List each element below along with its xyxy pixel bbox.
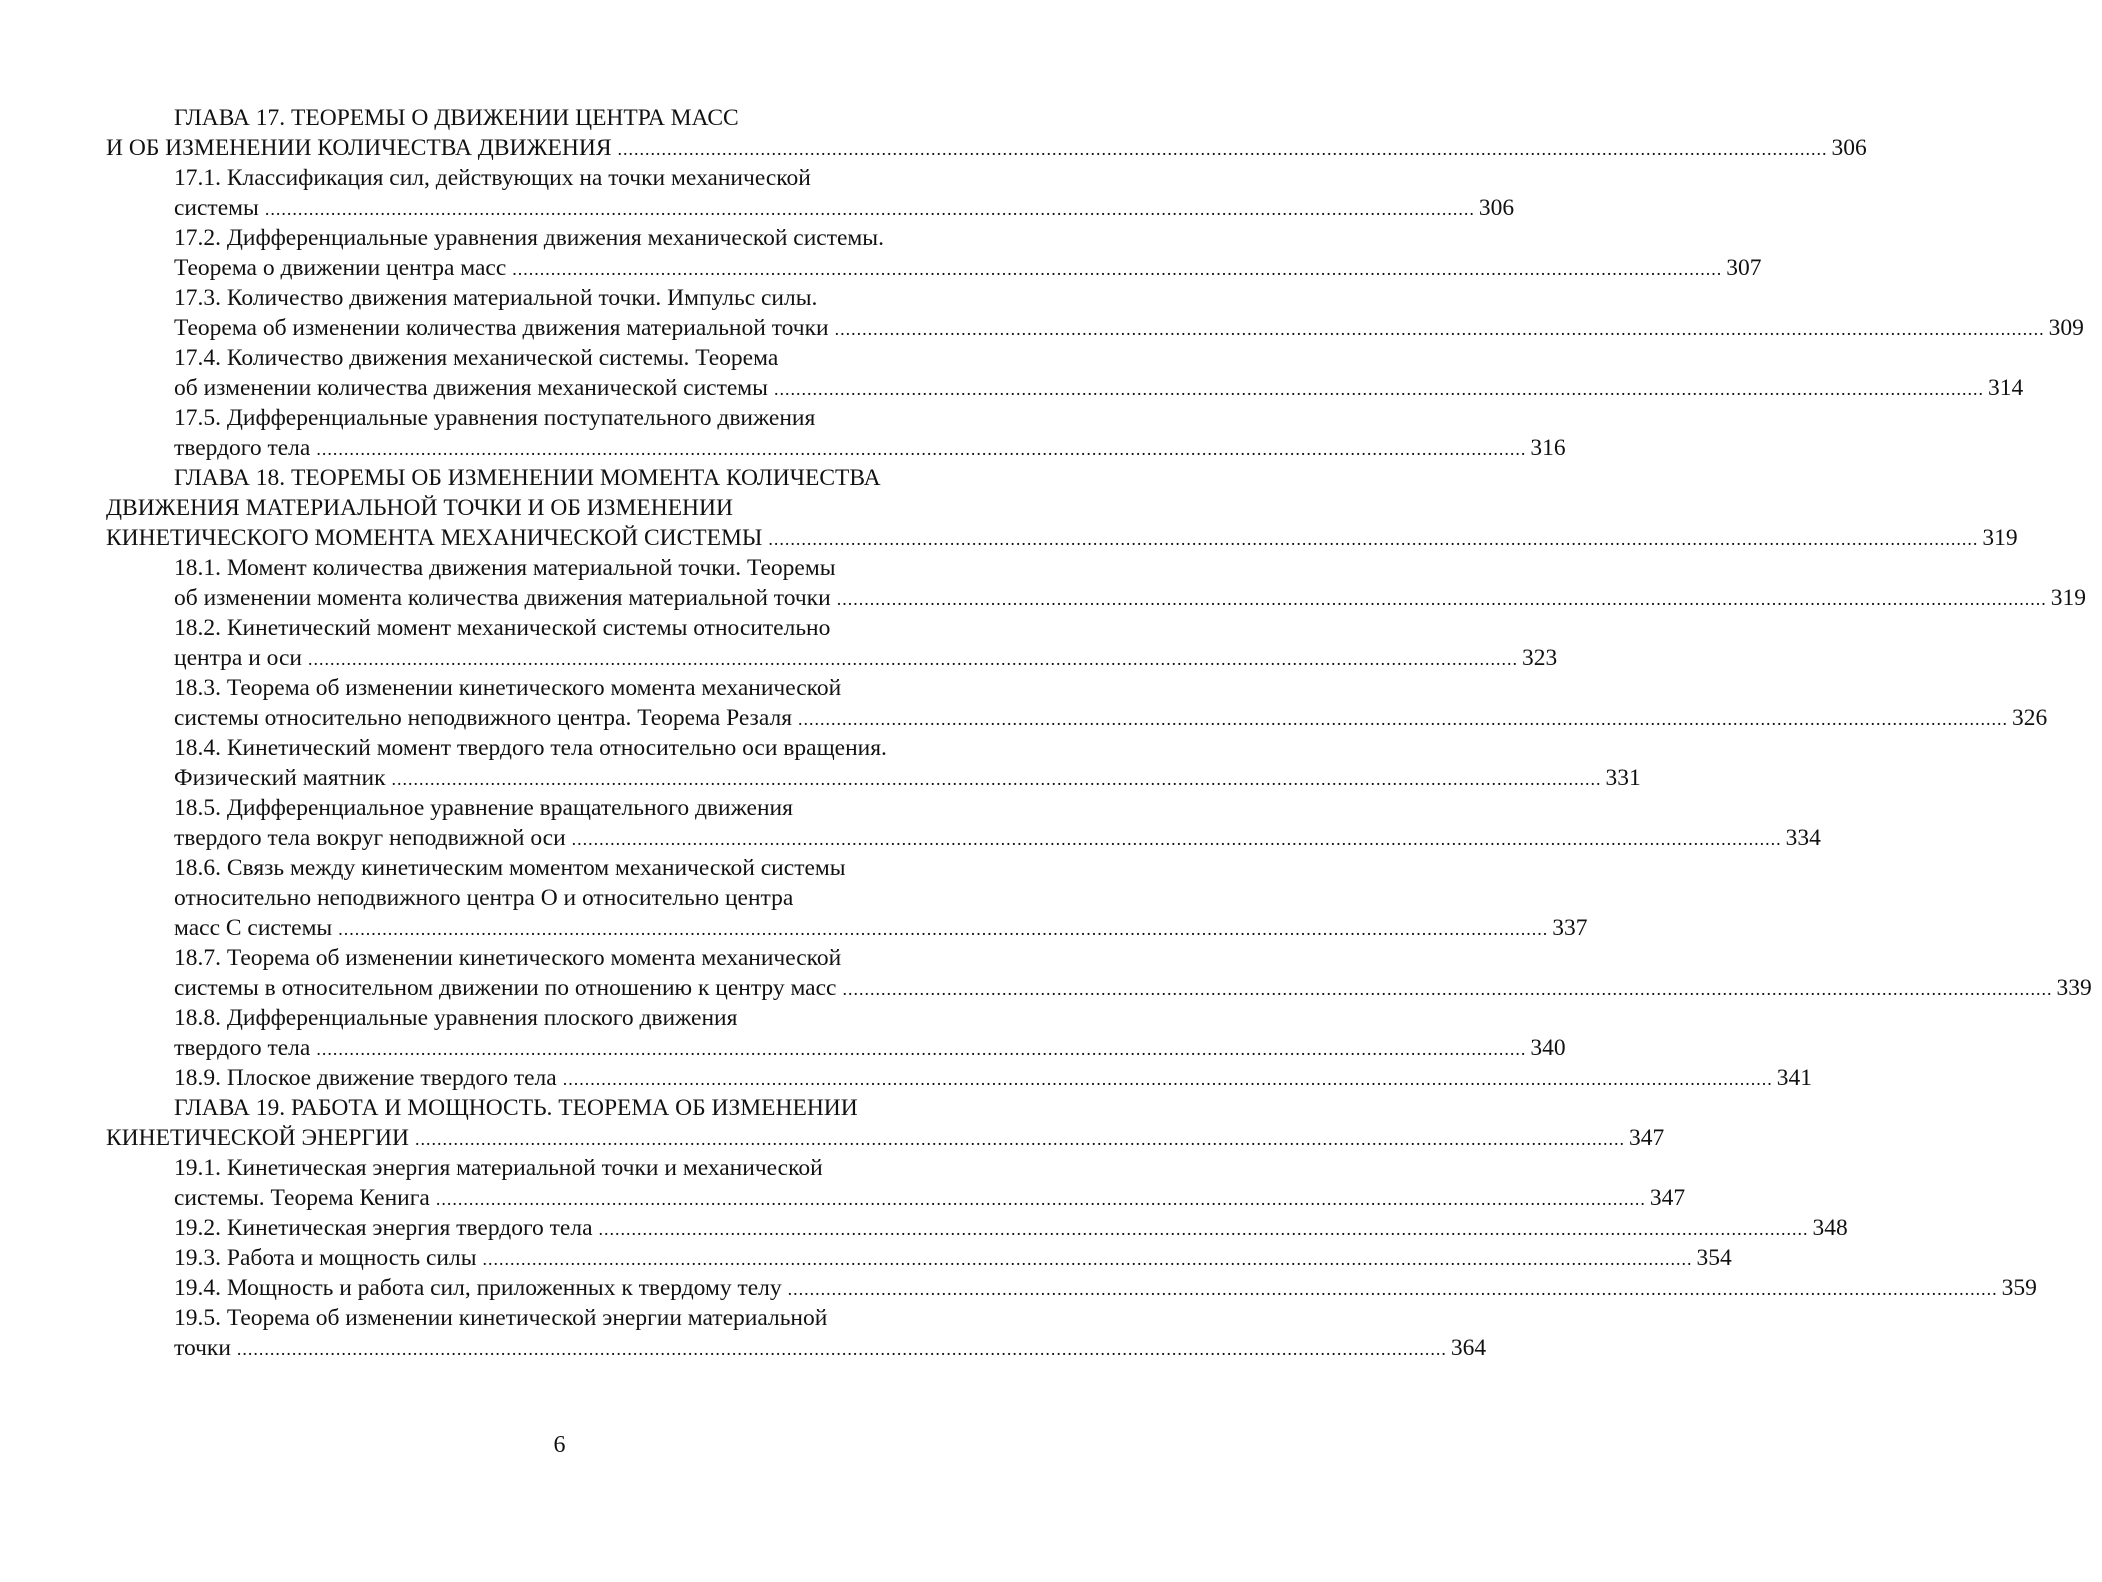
toc-chapter-entry (0, 463, 2018, 553)
toc-section-entry (0, 1003, 1566, 1063)
toc-entry-text: 17.5. Дифференциальные уравнения поступательного движения (174, 405, 816, 431)
toc-line (0, 703, 2048, 733)
toc-line (0, 1093, 1119, 1123)
dot-leader: ............................................................................................................................................................................................................................ (512, 259, 1723, 279)
toc-entry-text: 17.3. Количество движения материальной точки. Импульс силы. (174, 285, 818, 311)
toc-section-entry (0, 733, 1641, 793)
toc-line (0, 163, 1119, 193)
toc-line (0, 613, 1119, 643)
dot-leader: ............................................................................................................................................................................................................................ (414, 1129, 1625, 1149)
toc-line (0, 463, 1119, 493)
dot-leader: ............................................................................................................................................................................................................................ (773, 379, 1984, 399)
toc-page-number: 331 (1605, 765, 1641, 791)
toc-section-entry (0, 283, 2084, 343)
toc-line (0, 583, 2086, 613)
toc-entry-text: 18.4. Кинетический момент твердого тела относительно оси вращения. (174, 735, 887, 761)
dot-leader: ............................................................................................................................................................................................................................ (338, 919, 1549, 939)
toc-page-number: 341 (1776, 1065, 1812, 1091)
toc-line (0, 733, 1119, 763)
toc-entry-text: твердого тела (174, 1035, 311, 1061)
toc-line (0, 1333, 1487, 1363)
toc-page-number: 334 (1785, 825, 1821, 851)
toc-section-entry (0, 163, 1515, 223)
toc-entry-text: 18.2. Кинетический момент механической системы относительно (174, 615, 831, 641)
toc-entry-text: КИНЕТИЧЕСКОЙ ЭНЕРГИИ (106, 1125, 409, 1151)
toc-line (0, 1063, 1812, 1093)
toc-entry-text: центра и оси (174, 645, 302, 671)
toc-section-entry (0, 1063, 1812, 1093)
toc-section-entry (0, 223, 1762, 283)
dot-leader: ............................................................................................................................................................................................................................ (798, 709, 2009, 729)
toc-line (0, 313, 2084, 343)
toc-section-entry (0, 1153, 1686, 1213)
toc-page-number: 340 (1530, 1035, 1566, 1061)
toc-page-number: 307 (1726, 255, 1762, 281)
toc-line (0, 553, 1119, 583)
toc-entry-text: 19.5. Теорема об изменении кинетической энергии материальной (174, 1305, 828, 1331)
toc-section-entry (0, 853, 1588, 943)
toc-line (0, 433, 1566, 463)
toc-page-number: 316 (1530, 435, 1566, 461)
toc-page-number: 348 (1812, 1215, 1848, 1241)
dot-leader: ............................................................................................................................................................................................................................ (768, 529, 1979, 549)
toc-line (0, 763, 1641, 793)
toc-section-entry (0, 1273, 2037, 1303)
toc-entry-text: об изменении момента количества движения материальной точки (174, 585, 831, 611)
dot-leader: ............................................................................................................................................................................................................................ (836, 589, 2047, 609)
toc-page-number: 359 (2001, 1275, 2037, 1301)
toc-line (0, 1003, 1119, 1033)
toc-entry-text: И ОБ ИЗМЕНЕНИИ КОЛИЧЕСТВА ДВИЖЕНИЯ (106, 135, 612, 161)
toc-line (0, 643, 1558, 673)
toc-line (0, 1273, 2037, 1303)
toc-line (0, 973, 2092, 1003)
toc-entry-text: 18.8. Дифференциальные уравнения плоского движения (174, 1005, 738, 1031)
toc-line (0, 673, 1119, 703)
toc-page-number: 337 (1552, 915, 1588, 941)
toc-page-number: 364 (1450, 1335, 1487, 1361)
toc-chapter-entry (0, 103, 1867, 163)
toc-page-number: 319 (2050, 585, 2086, 611)
toc-entry-text: 19.3. Работа и мощность силы (174, 1245, 477, 1271)
toc-line (0, 1153, 1119, 1183)
toc-entry-text: КИНЕТИЧЕСКОГО МОМЕНТА МЕХАНИЧЕСКОЙ СИСТЕМЫ (106, 525, 763, 551)
toc-entry-text: масс C системы (174, 915, 333, 941)
toc-line (0, 1123, 1665, 1153)
toc-section-entry (0, 793, 1821, 853)
toc-section-entry (0, 1213, 1848, 1243)
toc-entry-text: 18.9. Плоское движение твердого тела (174, 1065, 557, 1091)
toc-page-number: 319 (1982, 525, 2018, 551)
toc-line (0, 883, 1119, 913)
toc-entry-text: твердого тела (174, 435, 311, 461)
toc-entry-text: Теорема об изменении количества движения материальной точки (174, 315, 829, 341)
toc-entry-text: системы. Теорема Кенига (174, 1185, 430, 1211)
toc-line (0, 943, 1119, 973)
dot-leader: ............................................................................................................................................................................................................................ (617, 139, 1828, 159)
toc-line (0, 403, 1119, 433)
toc-line (0, 1183, 1686, 1213)
dot-leader: ............................................................................................................................................................................................................................ (435, 1189, 1646, 1209)
toc-page-number: 323 (1522, 645, 1558, 671)
dot-leader: ............................................................................................................................................................................................................................ (236, 1339, 1447, 1359)
toc-entry-text: относительно неподвижного центра O и относительно центра (174, 885, 794, 911)
toc-entry-text: 18.6. Связь между кинетическим моментом механической системы (174, 855, 846, 881)
toc-entry-text: 18.7. Теорема об изменении кинетического момента механической (174, 945, 842, 971)
toc-entry-text: 18.3. Теорема об изменении кинетического момента механической (174, 675, 842, 701)
toc-line (0, 1213, 1848, 1243)
toc-section-entry (0, 943, 2092, 1003)
toc-page-number: 314 (1987, 375, 2024, 401)
toc-line (0, 523, 2018, 553)
toc-line (0, 853, 1119, 883)
dot-leader: ............................................................................................................................................................................................................................ (842, 979, 2053, 999)
toc-entry-text: Теорема о движении центра масс (174, 255, 507, 281)
toc-line (0, 493, 1119, 523)
dot-leader: ............................................................................................................................................................................................................................ (316, 1039, 1527, 1059)
dot-leader: ............................................................................................................................................................................................................................ (598, 1219, 1809, 1239)
toc-chapter-entry (0, 1093, 1665, 1153)
toc-page-number: 347 (1649, 1185, 1686, 1211)
toc-section-entry (0, 403, 1566, 463)
toc-line (0, 253, 1762, 283)
dot-leader: ............................................................................................................................................................................................................................ (834, 319, 2045, 339)
dot-leader: ............................................................................................................................................................................................................................ (571, 829, 1782, 849)
toc-entry-text: ГЛАВА 17. ТЕОРЕМЫ О ДВИЖЕНИИ ЦЕНТРА МАСС (174, 105, 739, 131)
toc-entry-text: 19.4. Мощность и работа сил, приложенных к твердому телу (174, 1275, 782, 1301)
toc-entry-text: твердого тела вокруг неподвижной оси (174, 825, 566, 851)
toc-line (0, 793, 1119, 823)
toc-section-entry (0, 613, 1558, 673)
toc-line (0, 193, 1515, 223)
toc-page-number: 347 (1628, 1125, 1665, 1151)
toc-entry-text: системы в относительном движении по отношению к центру масс (174, 975, 837, 1001)
dot-leader: ............................................................................................................................................................................................................................ (482, 1249, 1693, 1269)
dot-leader: ............................................................................................................................................................................................................................ (308, 649, 1518, 669)
toc-section-entry (0, 553, 2086, 613)
toc-entry-text: 17.2. Дифференциальные уравнения движения механической системы. (174, 225, 884, 251)
toc-entry-text: Физический маятник (174, 765, 386, 791)
dot-leader: ............................................................................................................................................................................................................................ (391, 769, 1602, 789)
toc-section-entry (0, 1243, 1732, 1273)
toc-section-entry (0, 673, 2048, 733)
toc-section-entry (0, 343, 2024, 403)
toc-line (0, 103, 1119, 133)
toc-entry-text: 18.5. Дифференциальное уравнение вращательного движения (174, 795, 793, 821)
toc-entry-text: 19.2. Кинетическая энергия твердого тела (174, 1215, 593, 1241)
dot-leader: ............................................................................................................................................................................................................................ (787, 1279, 1998, 1299)
toc-line (0, 343, 1119, 373)
toc-page-number: 306 (1478, 195, 1515, 221)
toc-entry-text: ГЛАВА 18. ТЕОРЕМЫ ОБ ИЗМЕНЕНИИ МОМЕНТА КОЛИЧЕСТВА (174, 465, 881, 491)
toc-page-number: 306 (1831, 135, 1867, 161)
dot-leader: ............................................................................................................................................................................................................................ (264, 199, 1475, 219)
toc-entry-text: 17.1. Классификация сил, действующих на точки механической (174, 165, 811, 191)
toc-line (0, 223, 1119, 253)
toc-entry-text: системы (174, 195, 259, 221)
dot-leader: ............................................................................................................................................................................................................................ (562, 1069, 1773, 1089)
toc-page-number: 354 (1696, 1245, 1732, 1271)
toc-page-number: 309 (2048, 315, 2084, 341)
toc-entry-text: 18.1. Момент количества движения материальной точки. Теоремы (174, 555, 836, 581)
toc-line (0, 823, 1821, 853)
toc-page-number: 326 (2012, 705, 2048, 731)
toc-entry-text: системы относительно неподвижного центра. Теорема Резаля (174, 705, 793, 731)
toc-page-number: 339 (2056, 975, 2092, 1001)
page-number: 6 (553, 1432, 566, 1458)
toc-line (0, 913, 1588, 943)
table-of-contents (0, 103, 2092, 1363)
toc-line (0, 1033, 1566, 1063)
toc-entry-text: ГЛАВА 19. РАБОТА И МОЩНОСТЬ. ТЕОРЕМА ОБ ИЗМЕНЕНИИ (174, 1095, 858, 1121)
toc-entry-text: ДВИЖЕНИЯ МАТЕРИАЛЬНОЙ ТОЧКИ И ОБ ИЗМЕНЕНИИ (106, 495, 733, 521)
toc-entry-text: 19.1. Кинетическая энергия материальной точки и механической (174, 1155, 823, 1181)
toc-entry-text: 17.4. Количество движения механической системы. Теорема (174, 345, 779, 371)
toc-line (0, 133, 1867, 163)
toc-line (0, 1303, 1119, 1333)
toc-line (0, 373, 2024, 403)
toc-entry-text: точки (174, 1335, 231, 1361)
toc-line (0, 283, 1119, 313)
toc-line (0, 1243, 1732, 1273)
toc-section-entry (0, 1303, 1487, 1363)
toc-entry-text: об изменении количества движения механической системы (174, 375, 768, 401)
dot-leader: ............................................................................................................................................................................................................................ (316, 439, 1527, 459)
